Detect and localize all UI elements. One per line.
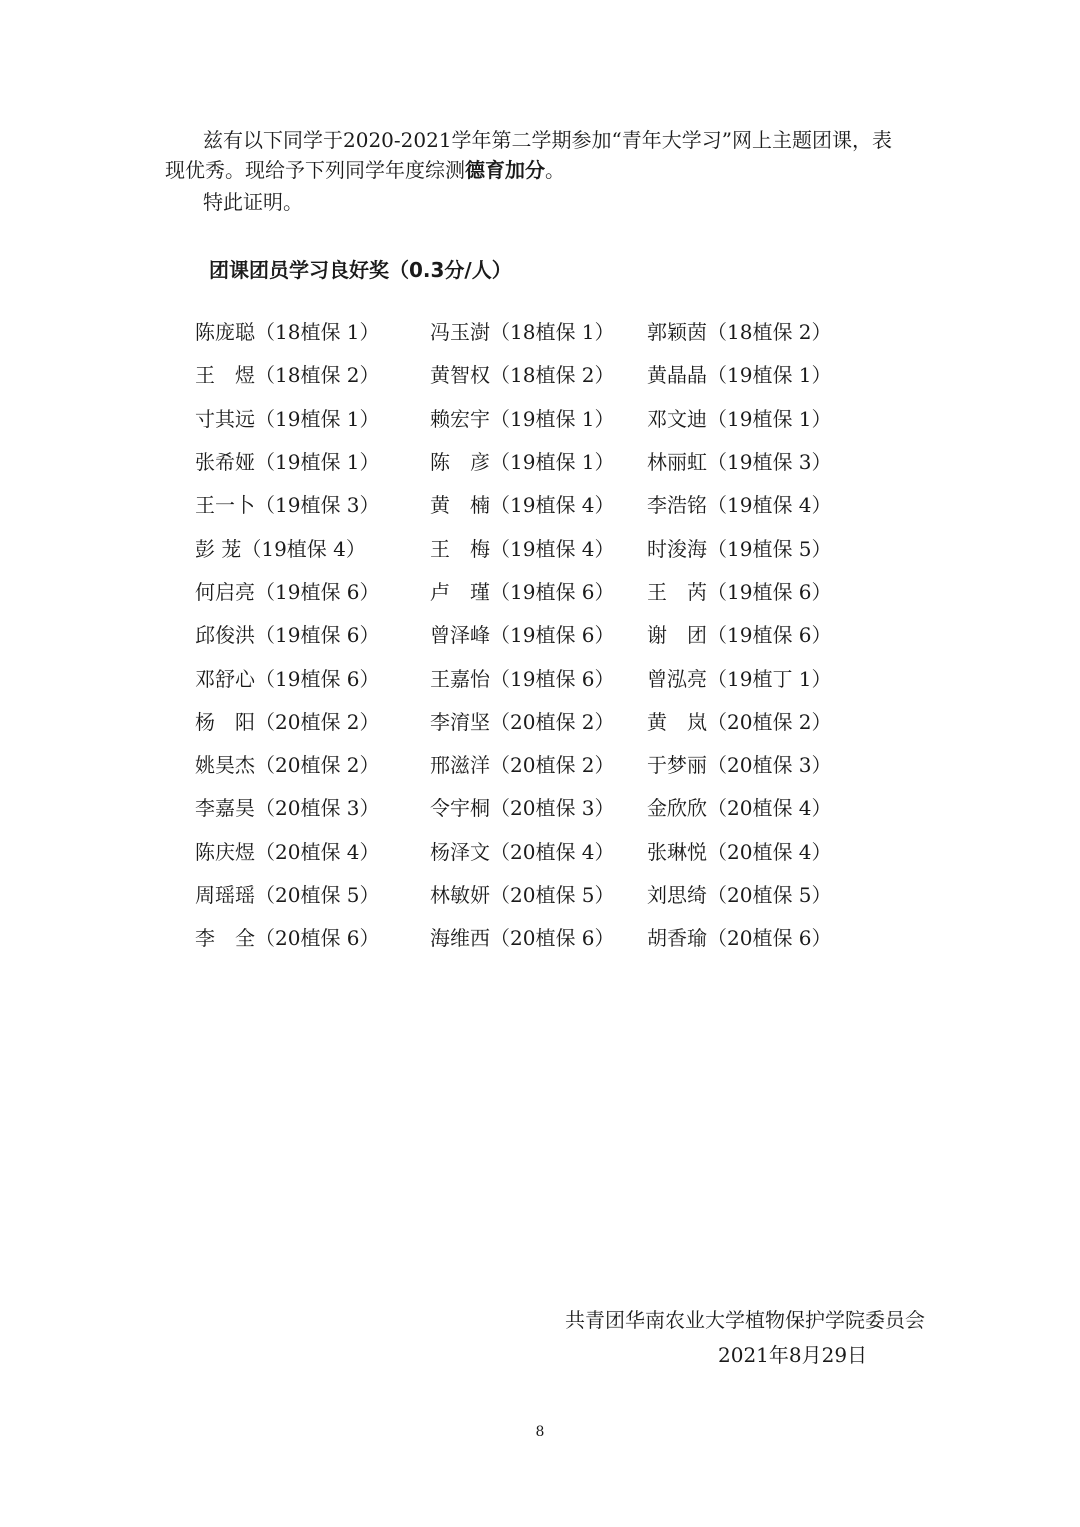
student-entry: 邢滋洋（20植保 2）	[430, 753, 615, 778]
student-row	[195, 439, 895, 482]
student-entry: 陈庞聪（18植保 1）	[195, 320, 380, 345]
student-entry: 金欣欣（20植保 4）	[647, 796, 832, 821]
student-entry: 彭 茏（19植保 4）	[195, 536, 366, 561]
moral-credit-emphasis: 德育加分	[465, 158, 545, 182]
student-entry: 李 全（20植保 6）	[195, 926, 380, 951]
signature-org: 共青团华南农业大学植物保护学院委员会	[565, 1308, 925, 1332]
student-entry: 胡香瑜（20植保 6）	[647, 926, 832, 951]
student-entry: 杨泽文（20植保 4）	[430, 839, 615, 864]
student-entry: 寸其远（19植保 1）	[195, 406, 380, 431]
student-entry: 杨 阳（20植保 2）	[195, 709, 380, 734]
student-entry: 令宇桐（20植保 3）	[430, 796, 615, 821]
award-title: 团课团员学习良好奖（0.3分/人）	[209, 258, 512, 282]
student-row	[195, 352, 895, 395]
student-entry: 王 煜（18植保 2）	[195, 363, 380, 388]
intro-line-2-suffix: 。	[545, 158, 565, 182]
student-row	[195, 525, 895, 568]
student-entry: 李嘉昊（20植保 3）	[195, 796, 380, 821]
intro-line-3: 特此证明。	[203, 190, 303, 214]
student-entry: 时浚海（19植保 5）	[647, 536, 832, 561]
intro-line-1: 兹有以下同学于2020-2021学年第二学期参加“青年大学习”网上主题团课，表	[203, 128, 893, 152]
student-entry: 邱俊洪（19植保 6）	[195, 623, 380, 648]
student-entry: 张琳悦（20植保 4）	[647, 839, 832, 864]
student-entry: 刘思绮（20植保 5）	[647, 883, 832, 907]
student-entry: 冯玉澍（18植保 1）	[430, 320, 615, 345]
student-row	[195, 785, 895, 828]
student-entry: 周瑶瑶（20植保 5）	[195, 883, 380, 907]
student-row	[195, 569, 895, 612]
student-entry: 李淯坚（20植保 2）	[430, 709, 615, 734]
signature-date: 2021年8月29日	[718, 1343, 868, 1367]
student-entry: 郭颖茵（18植保 2）	[647, 320, 832, 345]
student-list	[195, 309, 895, 958]
student-entry: 李浩铭（19植保 4）	[647, 493, 832, 518]
student-entry: 王 梅（19植保 4）	[430, 536, 615, 561]
student-entry: 王 芮（19植保 6）	[647, 579, 832, 604]
student-entry: 陈庆煜（20植保 4）	[195, 839, 380, 864]
student-row	[195, 655, 895, 698]
student-entry: 姚昊杰（20植保 2）	[195, 753, 380, 778]
student-entry: 黄 岚（20植保 2）	[647, 709, 832, 734]
student-entry: 邓文迪（19植保 1）	[647, 406, 832, 431]
student-entry: 何启亮（19植保 6）	[195, 579, 380, 604]
student-entry: 黄晶晶（19植保 1）	[647, 363, 832, 388]
student-entry: 邓舒心（19植保 6）	[195, 666, 380, 691]
student-entry: 曾泓亮（19植丁 1）	[647, 666, 832, 691]
student-entry: 曾泽峰（19植保 6）	[430, 623, 615, 648]
student-entry: 黄智权（18植保 2）	[430, 363, 615, 388]
student-entry: 卢 瑾（19植保 6）	[430, 579, 615, 604]
page-number: 8	[535, 1424, 545, 1440]
student-row	[195, 742, 895, 785]
student-entry: 王一卜（19植保 3）	[195, 493, 380, 518]
student-entry: 黄 楠（19植保 4）	[430, 493, 615, 518]
student-entry: 林丽虹（19植保 3）	[647, 450, 832, 475]
student-entry: 谢 团（19植保 6）	[647, 623, 832, 648]
student-entry: 陈 彦（19植保 1）	[430, 450, 615, 475]
student-row	[195, 482, 895, 525]
student-row	[195, 872, 895, 915]
intro-line-2	[165, 155, 565, 185]
student-entry: 赖宏宇（19植保 1）	[430, 406, 615, 431]
student-row	[195, 915, 895, 958]
student-row	[195, 829, 895, 872]
student-row	[195, 612, 895, 655]
student-entry: 海维西（20植保 6）	[430, 926, 615, 951]
student-entry: 张希娅（19植保 1）	[195, 450, 380, 475]
student-row	[195, 309, 895, 352]
intro-line-2-prefix: 现优秀。现给予下列同学年度综测	[165, 158, 465, 182]
student-row	[195, 699, 895, 742]
student-entry: 于梦丽（20植保 3）	[647, 753, 832, 778]
student-entry: 林敏妍（20植保 5）	[430, 883, 615, 907]
student-entry: 王嘉怡（19植保 6）	[430, 666, 615, 691]
student-row	[195, 396, 895, 439]
